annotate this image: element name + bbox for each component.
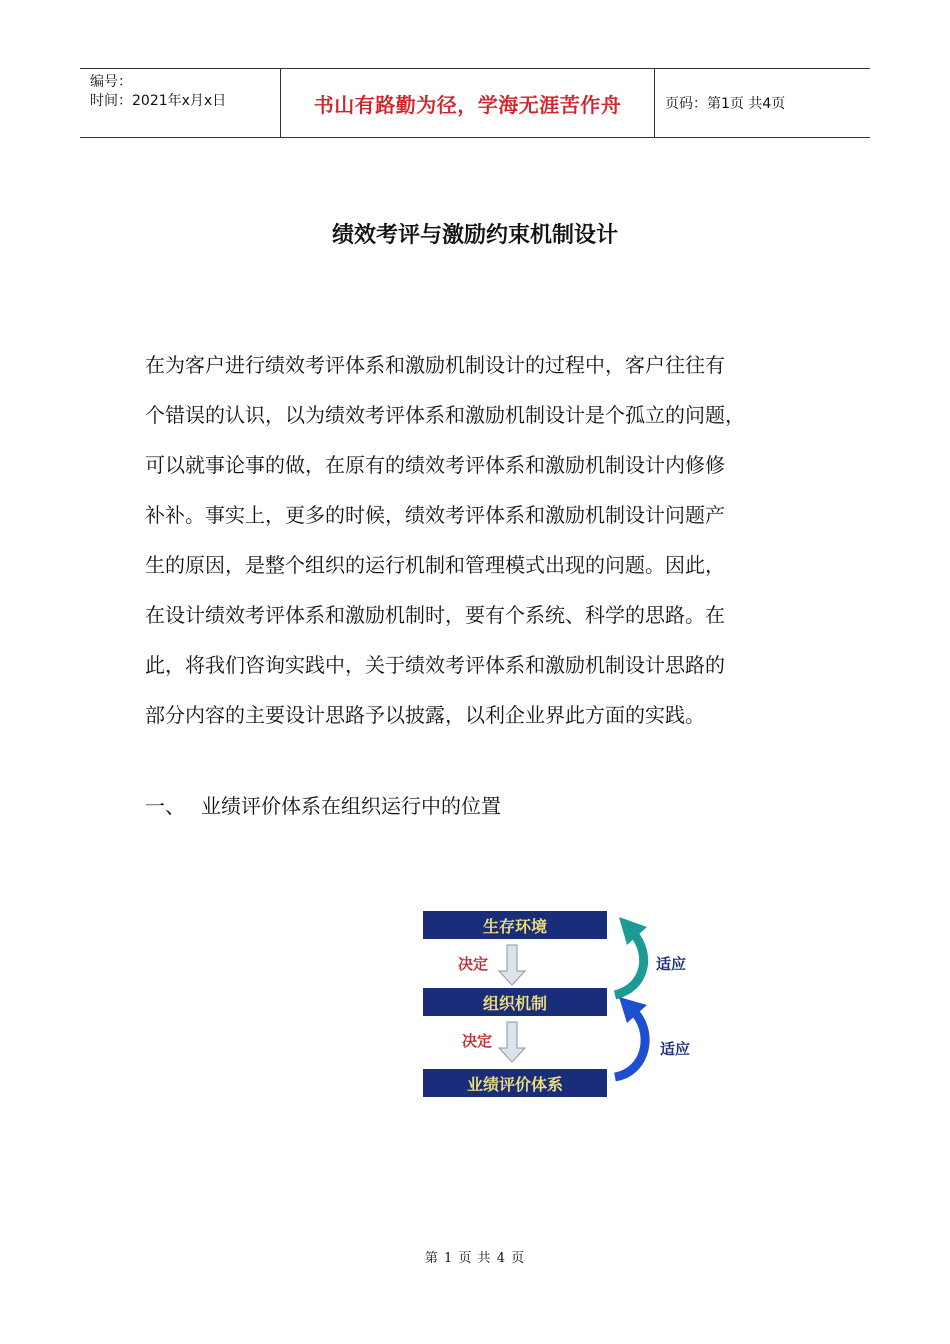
down-arrow-icon: [499, 945, 525, 985]
serial-label: 编号：: [90, 74, 132, 90]
motto: 书山有路勤为径，学海无涯苦作舟: [313, 92, 622, 117]
intro-paragraph: [145, 340, 810, 740]
header-page-cell: [655, 69, 870, 137]
page-footer: 第 1 页 共 4 页: [424, 1251, 526, 1266]
decide-label-top: 决定: [457, 955, 489, 973]
curved-up-arrow-icon: [615, 997, 647, 1077]
body-line: 个错误的认识，以为绩效考评体系和激励机制设计是个孤立的问题，: [145, 403, 745, 427]
adapt-label-bottom: 适应: [659, 1040, 691, 1058]
org-diagram: [415, 905, 705, 1105]
down-arrow-icon: [499, 1022, 525, 1062]
page-header: [80, 68, 870, 138]
section-number: 一、: [145, 794, 185, 818]
page-info: 页码：第1页 共4页: [665, 96, 786, 112]
box-org-mechanism-label: 组织机制: [482, 994, 548, 1013]
body-line: 此，将我们咨询实践中，关于绩效考评体系和激励机制设计思路的: [145, 653, 725, 677]
adapt-label-top: 适应: [655, 955, 687, 973]
body-line: 补补。事实上，更多的时候，绩效考评体系和激励机制设计问题产: [145, 503, 725, 527]
body-line: 部分内容的主要设计思路予以披露，以利企业界此方面的实践。: [145, 703, 705, 727]
box-performance-system-label: 业绩评价体系: [466, 1075, 564, 1094]
body-line: 在为客户进行绩效考评体系和激励机制设计的过程中，客户往往有: [145, 353, 725, 377]
box-environment-label: 生存环境: [482, 917, 548, 936]
body-line: 生的原因，是整个组织的运行机制和管理模式出现的问题。因此，: [145, 553, 725, 577]
decide-label-bottom: 决定: [461, 1032, 493, 1050]
section-heading: [145, 790, 501, 819]
header-meta-cell: [80, 69, 281, 137]
section-text: 业绩评价体系在组织运行中的位置: [201, 794, 501, 818]
time-label: 时间：2021年x月x日: [90, 93, 227, 109]
body-line: 可以就事论事的做，在原有的绩效考评体系和激励机制设计内修修: [145, 453, 725, 477]
document-title: 绩效考评与激励约束机制设计: [331, 222, 618, 248]
body-line: 在设计绩效考评体系和激励机制时，要有个系统、科学的思路。在: [145, 603, 725, 627]
curved-up-arrow-icon: [615, 917, 647, 995]
header-motto-cell: [281, 69, 655, 137]
